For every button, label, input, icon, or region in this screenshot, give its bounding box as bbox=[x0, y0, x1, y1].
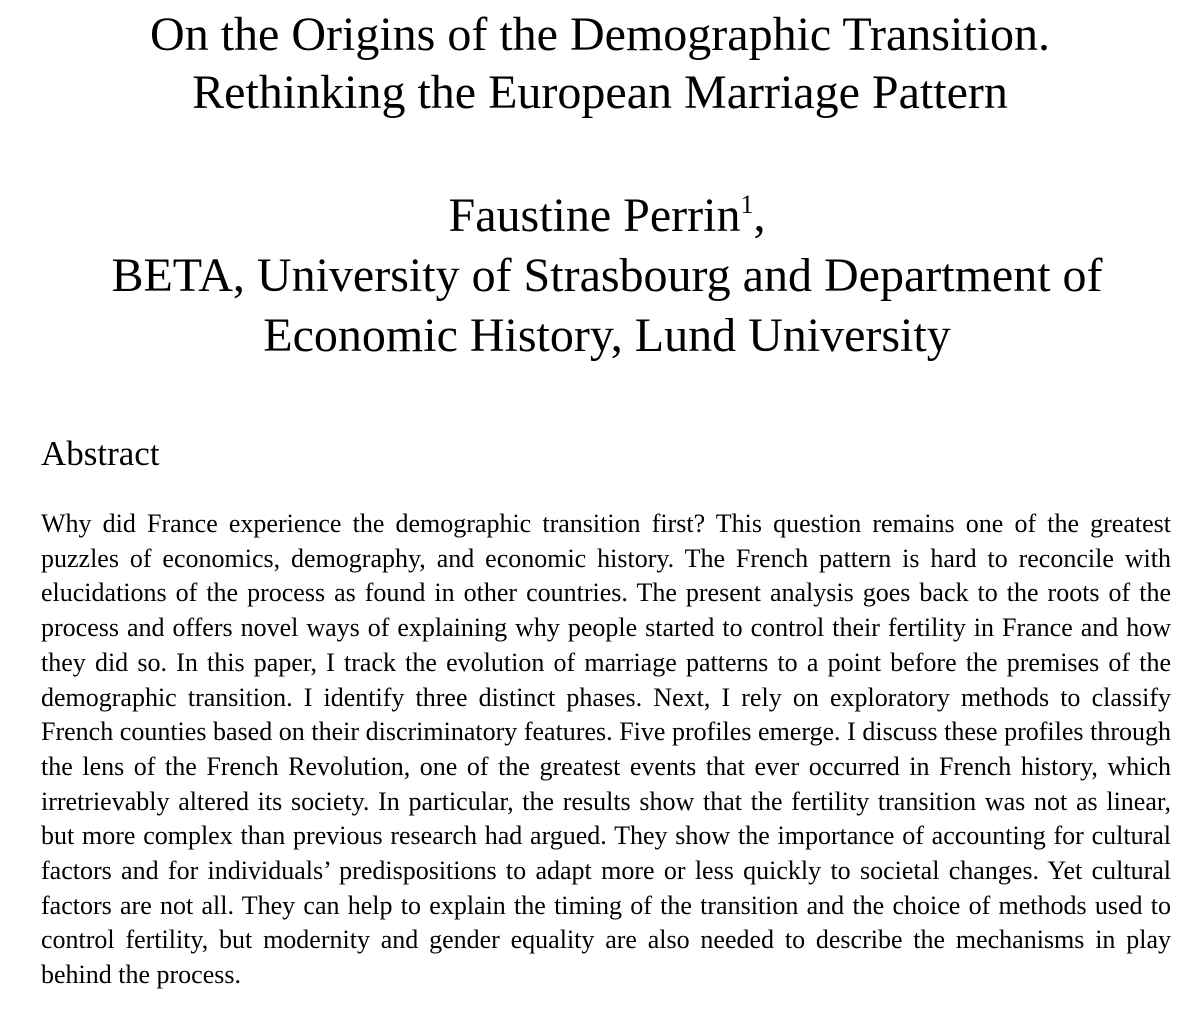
author-block bbox=[0, 186, 1200, 366]
affiliation-line-1: BETA, University of Strasbourg and Department of bbox=[111, 249, 1103, 302]
author-name: Faustine Perrin bbox=[448, 189, 741, 242]
affiliation-line-2: Economic History, Lund University bbox=[263, 309, 951, 362]
abstract-heading: Abstract bbox=[41, 434, 160, 473]
title-line-1: On the Origins of the Demographic Transition. bbox=[150, 8, 1050, 61]
abstract-body: Why did France experience the demographic transition first? This question remains one of the greatest puzzles of economics, demography, and economic history. The French pattern is hard to reconcile with elucidations of the process as found in other countries. The present analysis goes back to the roots of the process and offers novel ways of explaining why people started to control their fertility in France and how they did so. In this paper, I track the evolution of marriage patterns to a point before the premises of the demographic transition. I identify three distinct phases. Next, I rely on exploratory methods to classify French counties based on their discriminatory features. Five profiles emerge. I discuss these profiles through the lens of the French Revolution, one of the greatest events that ever occurred in French history, which irretrievably altered its society. In particular, the results show that the fertility transition was not as linear, but more complex than previous research had argued. They show the importance of accounting for cultural factors and for individuals’ predispositions to adapt more or less quickly to societal changes. Yet cultural factors are not all. They can help to explain the timing of the transition and the choice of methods used to control fertility, but modernity and gender equality are also needed to describe the mechanisms in play behind the process. bbox=[41, 509, 1171, 990]
title-line-2: Rethinking the European Marriage Pattern bbox=[192, 66, 1008, 119]
author-suffix: , bbox=[753, 189, 766, 242]
author-footnote-marker: 1 bbox=[740, 190, 754, 219]
author-line bbox=[0, 186, 1200, 246]
paper-title bbox=[0, 6, 1200, 122]
